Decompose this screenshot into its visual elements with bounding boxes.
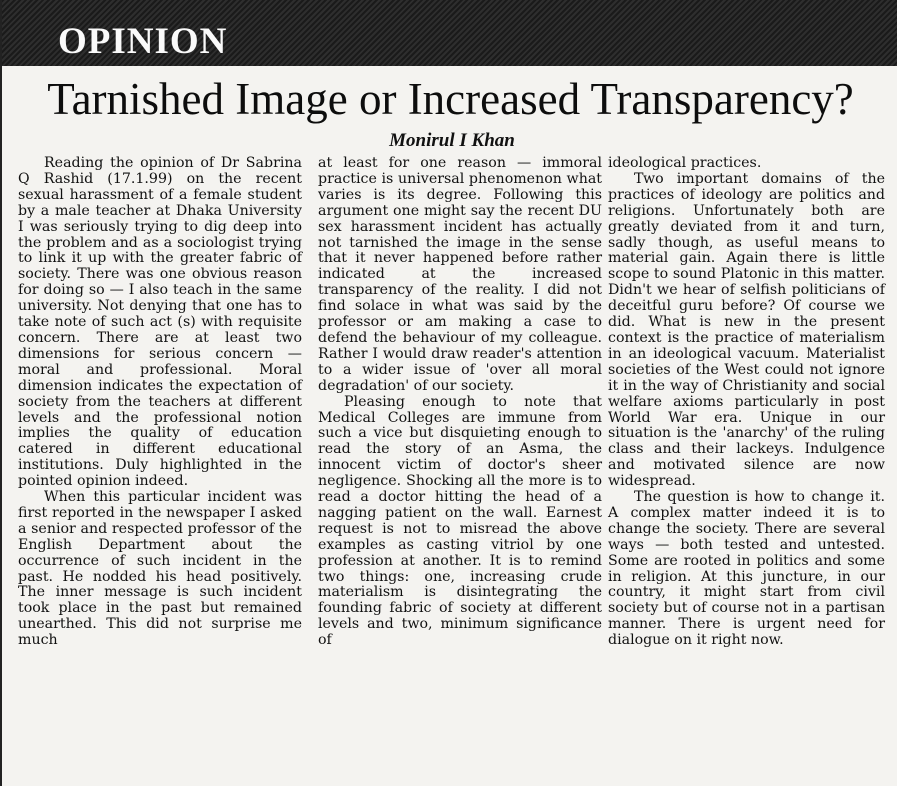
text-column-2 (318, 156, 602, 649)
section-label: OPINION (58, 21, 228, 62)
paragraph: Pleasing enough to note that Medical Colleges are immune from such a vice but disquieting enough to read the story of an Asma, the innocent victim of doctor's sheer negligence. Shocking all the more is to read a doctor hitting the head of a nagging patient on the wall. Earnest request is not to misread the above examples as casting vitriol by one profession at another. It is to remind two things: one, increasing crude materialism is disintegrating the founding fabric of society at different levels and two, minimum significance of (318, 393, 602, 649)
paragraph: When this particular incident was first reported in the newspaper I asked a senior and respected professor of the English Department about the occurrence of such incident in the past. He nodded his head positively. The inner message is such incident took place in the past but remained unearthed. This did not surprise me much (18, 489, 302, 649)
paragraph: Two important domains of the practices of ideology are politics and religions. Unfortunately both are greatly deviated from it and turn, sadly though, as useful means to material gain. Again there is little scope to sound Platonic in this matter. Didn't we hear of selfish politicians of deceitful guru before? Of course we did. What is new in the present context is the practice of materialism in an ideological vacuum. Materialist societies of the West could not ignore it in the way of Christianity and social welfare axioms particularly in post World War era. Unique in our situation is the 'anarchy' of the ruling class and their lackeys. Indulgence and motivated silence are now widespread. (608, 170, 885, 490)
paragraph: The question is how to change it. A complex matter indeed it is to change the society. There are several ways — both tested and untested. Some are rooted in politics and some in religion. At this juncture, in our country, it might start from civil society but of course not in a partisan manner. There is urgent need for dialogue on it right now. (608, 489, 885, 649)
article-headline: Tarnished Image or Increased Transparency? (47, 74, 854, 124)
paragraph: at least for one reason — immoral practice is universal phenomenon what varies is its degree. Following this argument one might say the recent DU sex harassment incident has actually not tarnished the image in the sense that it never happened before rather indicated at the increased transparency of the reality. I did not find solace in what was said by the professor or am making a case to defend the behaviour of my colleague. Rather I would draw reader's attention to a wider issue of 'over all moral degradation' of our society. (318, 155, 602, 394)
text-column-1 (18, 156, 302, 649)
paragraph: ideological practices. (608, 155, 762, 171)
article-byline: Monirul I Khan (389, 130, 515, 151)
section-banner (2, 0, 897, 66)
paragraph: Reading the opinion of Dr Sabrina Q Rashid (17.1.99) on the recent sexual harassment of a female student by a male teacher at Dhaka University I was seriously trying to dig deep into the problem and as a sociologist trying to link it up with the greater fabric of society. There was one obvious reason for doing so — I also teach in the same university. Not denying that one has to take note of such act (s) with requisite concern. There are at least two dimensions for serious concern — moral and professional. Moral dimension indicates the expectation of society from the teachers at different levels and the professional notion implies the quality of education catered in different educational institutions. Duly highlighted in the pointed opinion indeed. (18, 155, 302, 490)
text-column-3 (608, 156, 885, 649)
